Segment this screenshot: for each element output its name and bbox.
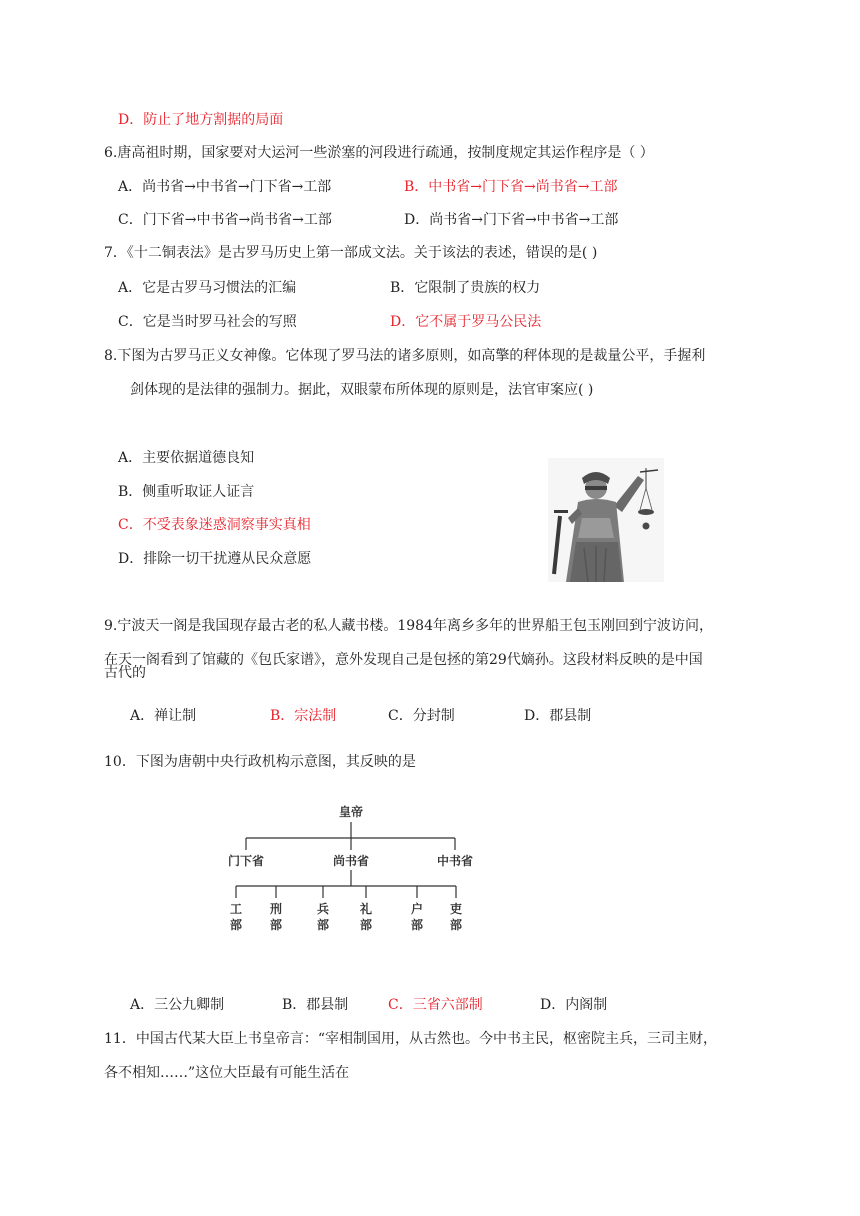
diagram-ministry-4-char1: 礼 [359,902,373,916]
q11-stem-line2: 各不相知……”这位大臣最有可能生活在 [104,1065,350,1081]
diagram-ministry-2-char2: 部 [269,918,283,932]
q7-option-d: D．它不属于罗马公民法 [390,314,542,330]
q9-stem-line3: 古代的 [104,665,146,681]
q5-option-d: D．防止了地方割据的局面 [118,112,284,128]
q8-option-b: B．侧重听取证人证言 [118,484,255,500]
q8-stem-line2: 剑体现的是法律的强制力。据此，双眼蒙布所体现的原则是，法官审案应( ) [130,382,594,398]
q6-option-b: B．中书省→门下省→尚书省→工部 [404,179,618,195]
q8-option-c: C．不受表象迷惑洞察事实真相 [118,517,311,533]
diagram-ministry-5-char2: 部 [410,918,424,932]
q6-option-c: C．门下省→中书省→尚书省→工部 [118,212,332,228]
q6-stem: 6.唐高祖时期，国家要对大运河一些淤塞的河段进行疏通，按制度规定其运作程序是（ ） [104,145,654,161]
diagram-menxia: 门下省 [227,854,265,868]
justitia-statue-photo [548,458,664,582]
q10-option-c: C．三省六部制 [388,997,483,1013]
diagram-ministry-4-char2: 部 [359,918,373,932]
q10-option-d: D．内阁制 [540,997,608,1013]
q10-option-a: A．三公九卿制 [130,997,225,1013]
q9-option-c: C．分封制 [388,708,455,724]
diagram-ministry-1-char2: 部 [229,918,243,932]
diagram-ministry-3-char1: 兵 [316,902,330,916]
tang-central-government-diagram [218,798,476,938]
diagram-ministry-2-char1: 刑 [269,902,283,916]
q8-option-d: D．排除一切干扰遵从民众意愿 [118,551,312,567]
q8-option-a: A．主要依据道德良知 [118,450,255,466]
q9-option-b: B．宗法制 [270,708,337,724]
diagram-shangshu: 尚书省 [332,854,370,868]
diagram-ministry-1-char1: 工 [229,902,243,916]
q9-option-a: A．禅让制 [130,708,197,724]
q10-stem: 10．下图为唐朝中央行政机构示意图，其反映的是 [104,754,416,770]
q9-stem-line2: 在天一阁看到了馆藏的《包氏家谱》，意外发现自己是包拯的第29代嫡孙。这段材料反映的是中国 [104,652,703,668]
q7-option-c: C．它是当时罗马社会的写照 [118,314,297,330]
q9-option-d: D．郡县制 [524,708,592,724]
justitia-statue-icon [548,458,664,582]
q7-stem: 7．《十二铜表法》是古罗马历史上第一部成文法。关于该法的表述，错误的是( ) [104,245,598,261]
diagram-ministry-5-char1: 户 [410,902,424,916]
q10-option-b: B．郡县制 [282,997,349,1013]
q8-stem-line1: 8.下图为古罗马正义女神像。它体现了罗马法的诸多原则，如高擎的秤体现的是裁量公平，手握利 [104,348,706,364]
diagram-ministry-3-char2: 部 [316,918,330,932]
diagram-top-emperor: 皇帝 [338,805,364,819]
q11-stem-line1: 11．中国古代某大臣上书皇帝言：“宰相制国用，从古然也。今中书主民，枢密院主兵，三司主财， [104,1031,717,1047]
diagram-ministry-6-char1: 吏 [449,902,463,916]
q9-stem-line1: 9.宁波天一阁是我国现存最古老的私人藏书楼。1984年离乡多年的世界船王包玉刚回到宁波访问， [104,618,713,634]
diagram-ministry-6-char2: 部 [449,918,463,932]
q6-option-d: D．尚书省→门下省→中书省→工部 [404,212,619,228]
diagram-zhongshu: 中书省 [436,854,474,868]
q7-option-b: B．它限制了贵族的权力 [390,280,541,296]
q7-option-a: A．它是古罗马习惯法的汇编 [118,280,297,296]
q6-option-a: A．尚书省→中书省→门下省→工部 [118,179,332,195]
